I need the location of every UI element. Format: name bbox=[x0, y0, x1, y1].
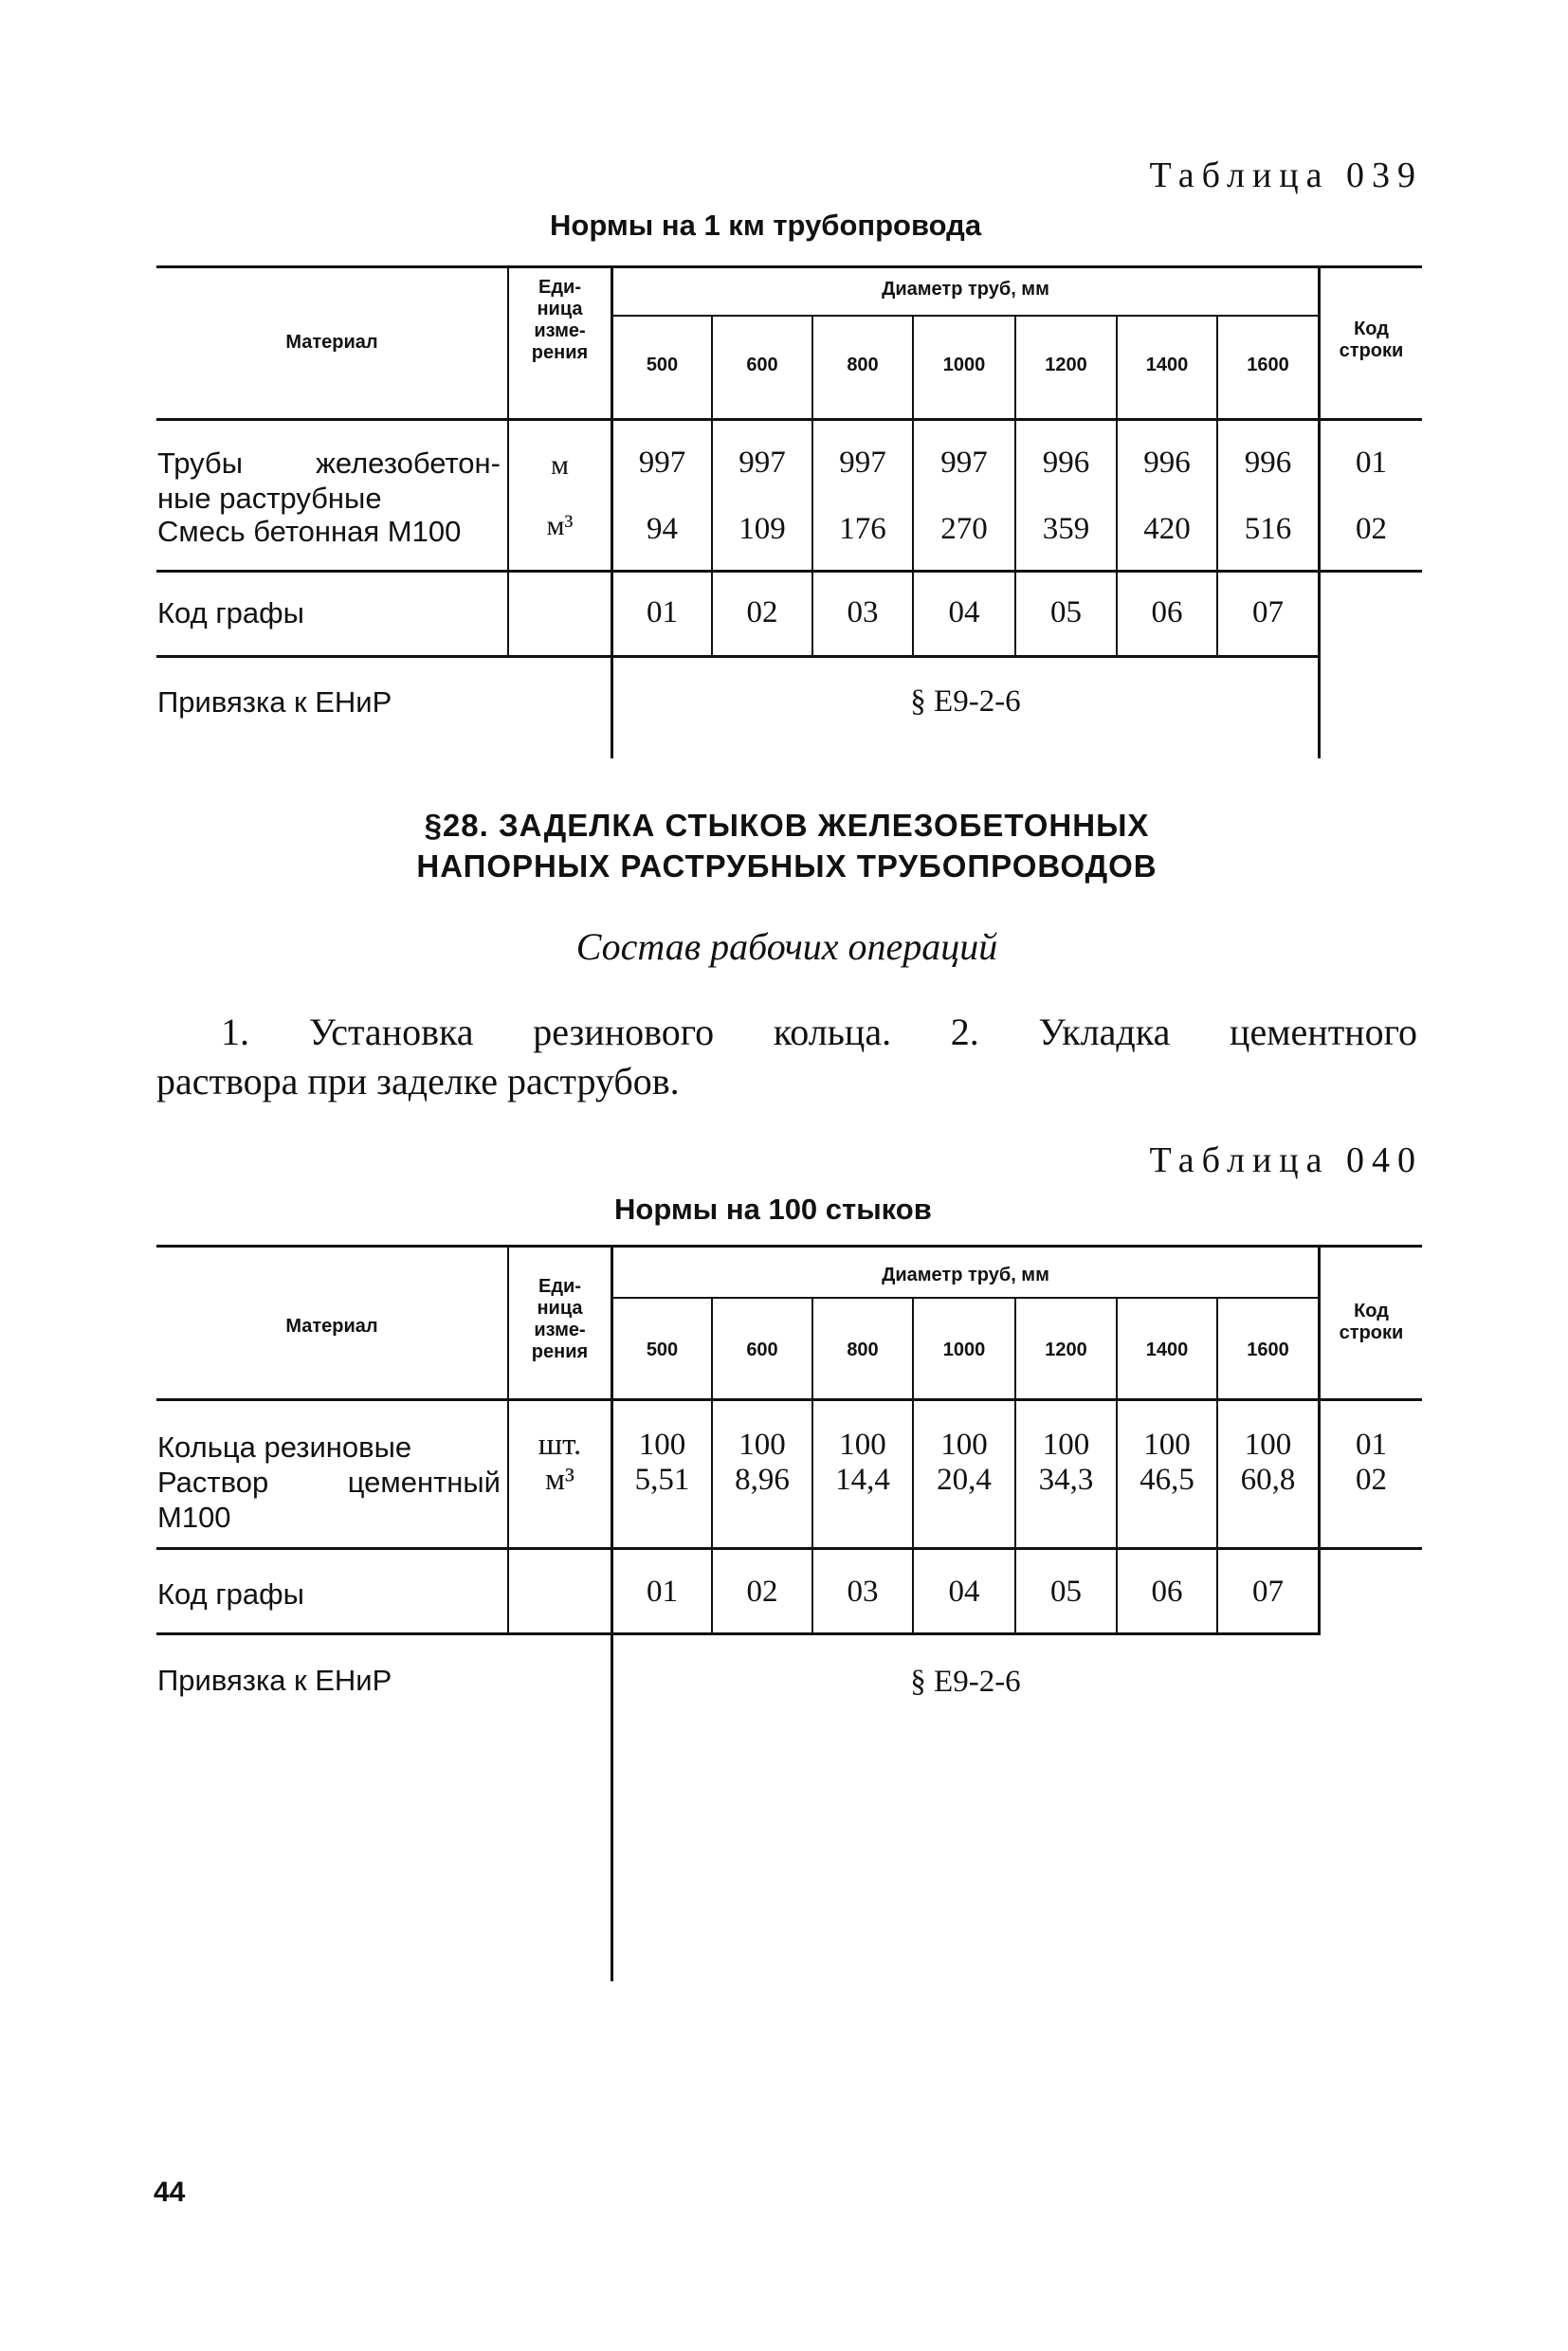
table-040-graph-code: 06 bbox=[1151, 1575, 1183, 1609]
table-040-row-unit: м³ bbox=[545, 1463, 574, 1497]
table-040-graph-code: 05 bbox=[1050, 1575, 1082, 1609]
table-040-diameter: 1400 bbox=[1145, 1340, 1189, 1360]
table-040-enir-value: § Е9-2-6 bbox=[910, 1665, 1021, 1699]
table-039-diameter: 1000 bbox=[942, 355, 986, 375]
table-040-label: Таблица 040 bbox=[1149, 1140, 1423, 1180]
table-040-row-material: Раствор цементный М100 bbox=[157, 1466, 501, 1535]
table-039-diameter: 800 bbox=[847, 355, 879, 375]
table-039-enir-label: Привязка к ЕНиР bbox=[157, 685, 392, 719]
table-039-cell: 996 bbox=[1042, 446, 1090, 480]
table-040-cell: 34,3 bbox=[1038, 1463, 1094, 1497]
table-039-header-code: Код строки bbox=[1339, 319, 1404, 361]
table-039-row-unit: м bbox=[551, 449, 569, 481]
table-040-diameter: 1600 bbox=[1247, 1340, 1289, 1360]
table-039-diameter: 1600 bbox=[1247, 355, 1289, 375]
table-039-row-code: 01 bbox=[1356, 446, 1387, 480]
section-text: 1. Установка резинового кольца. 2. Укладка цементного раствора при заделке раструбов. bbox=[156, 1011, 1417, 1103]
table-039-enir-value: § Е9-2-6 bbox=[910, 684, 1021, 719]
table-040-cell: 20,4 bbox=[937, 1463, 992, 1497]
table-040-diameter: 800 bbox=[847, 1340, 879, 1360]
table-039-graph-code: 05 bbox=[1050, 595, 1082, 629]
table-039-label: Таблица 039 bbox=[1149, 155, 1423, 195]
table-039-row-unit: м³ bbox=[546, 510, 574, 541]
table-039-cell: 420 bbox=[1143, 512, 1191, 546]
table-040-row-code: 01 bbox=[1356, 1428, 1387, 1462]
table-040-header-diameter: Диаметр труб, мм bbox=[882, 1265, 1049, 1285]
table-040-cell: 100 bbox=[1244, 1428, 1292, 1462]
table-039-row-code: 02 bbox=[1356, 512, 1387, 546]
table-039-header-material: Материал bbox=[285, 332, 378, 353]
table-039-graph-code: 02 bbox=[746, 595, 778, 629]
table-040-graph-code: 04 bbox=[948, 1575, 980, 1609]
section-subtitle: Состав рабочих операций bbox=[575, 925, 998, 968]
table-040-cell: 5,51 bbox=[634, 1463, 690, 1497]
table-039-graph-code: 01 bbox=[647, 595, 678, 629]
table-039-graph-code: 06 bbox=[1151, 595, 1183, 629]
table-039-cell: 109 bbox=[738, 512, 786, 546]
table-040-graph-code: 03 bbox=[847, 1575, 879, 1609]
table-040-row-material: Кольца резиновые bbox=[157, 1431, 412, 1464]
table-039-header-unit: Еди- ница изме- рения bbox=[531, 277, 589, 363]
table-040-row-unit: шт. bbox=[538, 1428, 582, 1462]
table-039-diameter: 600 bbox=[746, 355, 778, 375]
table-039-title: Нормы на 1 км трубопровода bbox=[550, 209, 982, 242]
table-039-cell: 997 bbox=[738, 446, 786, 480]
table-039-diameter: 1200 bbox=[1045, 355, 1087, 375]
table-039-header-diameter: Диаметр труб, мм bbox=[882, 279, 1049, 300]
table-039-row-material: Трубы железобетон- ные раструбные bbox=[157, 447, 501, 516]
table-039-diameter: 500 bbox=[646, 355, 679, 375]
table-040-graph-code: 07 bbox=[1252, 1575, 1284, 1609]
table-040-cell: 60,8 bbox=[1240, 1463, 1296, 1497]
table-039-cell: 176 bbox=[839, 512, 886, 546]
table-039-diameter: 1400 bbox=[1145, 355, 1189, 375]
table-039-cell: 996 bbox=[1143, 446, 1191, 480]
table-039-cell: 270 bbox=[940, 512, 988, 546]
table-040-row-code: 02 bbox=[1356, 1463, 1387, 1497]
table-039-graph-code-label: Код графы bbox=[157, 596, 304, 629]
table-040-graph-code-label: Код графы bbox=[157, 1577, 304, 1611]
table-039-cell: 997 bbox=[940, 446, 988, 480]
table-039-graph-code: 04 bbox=[948, 595, 980, 629]
table-039-cell: 516 bbox=[1244, 512, 1292, 546]
table-040-cell: 8,96 bbox=[735, 1463, 790, 1497]
table-040-diameter: 600 bbox=[746, 1340, 778, 1360]
table-039-graph-code: 03 bbox=[847, 595, 879, 629]
table-040-graph-code: 02 bbox=[746, 1575, 778, 1609]
section-title: §28. ЗАДЕЛКА СТЫКОВ ЖЕЛЕЗОБЕТОННЫХ НАПОРНЫХ РАСТРУБНЫХ ТРУБОПРОВОДОВ bbox=[416, 808, 1158, 884]
table-040-header-code: Код строки bbox=[1339, 1301, 1404, 1343]
table-039-cell: 997 bbox=[839, 446, 886, 480]
table-040-diameter: 500 bbox=[646, 1340, 679, 1360]
table-040-cell: 14,4 bbox=[835, 1463, 890, 1497]
table-039-cell: 359 bbox=[1042, 512, 1090, 546]
table-040-cell: 100 bbox=[738, 1428, 786, 1462]
table-039-cell: 94 bbox=[647, 512, 678, 546]
table-039-row-material: Смесь бетонная М100 bbox=[157, 515, 462, 548]
table-040-cell: 100 bbox=[940, 1428, 988, 1462]
table-040-header-unit: Еди- ница изме- рения bbox=[531, 1276, 589, 1362]
table-040-cell: 100 bbox=[1042, 1428, 1090, 1462]
table-040-cell: 46,5 bbox=[1140, 1463, 1194, 1497]
table-040-cell: 100 bbox=[839, 1428, 886, 1462]
table-039-cell: 996 bbox=[1244, 446, 1292, 480]
table-039-graph-code: 07 bbox=[1252, 595, 1284, 629]
table-040-header-material: Материал bbox=[285, 1316, 378, 1337]
page-number: 44 bbox=[154, 2177, 186, 2208]
table-040-cell: 100 bbox=[1143, 1428, 1191, 1462]
table-040-title: Нормы на 100 стыков bbox=[614, 1193, 932, 1226]
table-040-diameter: 1000 bbox=[942, 1340, 986, 1360]
table-039-cell: 997 bbox=[638, 446, 686, 480]
table-040-cell: 100 bbox=[638, 1428, 686, 1462]
table-040-enir-label: Привязка к ЕНиР bbox=[157, 1664, 392, 1697]
table-040-graph-code: 01 bbox=[647, 1575, 678, 1609]
table-040-diameter: 1200 bbox=[1045, 1340, 1087, 1360]
